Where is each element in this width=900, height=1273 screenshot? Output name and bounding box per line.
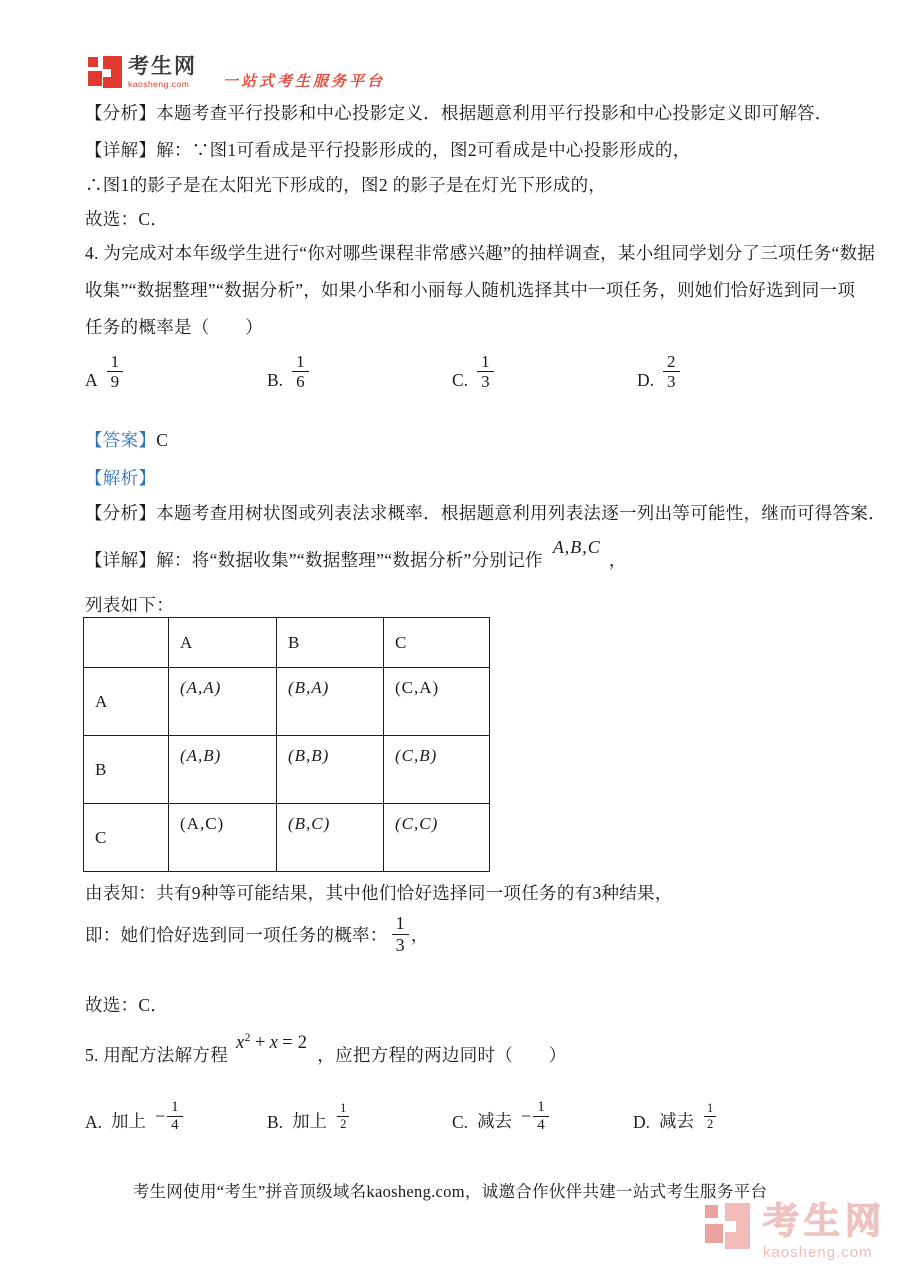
table-row-label: A xyxy=(84,668,169,736)
option-label: A xyxy=(85,370,98,390)
table-cell: (C,A) xyxy=(384,668,490,736)
kaosheng-logo-icon xyxy=(88,56,122,90)
fraction xyxy=(477,352,494,392)
watermark-logo-icon xyxy=(705,1203,751,1253)
solution3-detail-line-1: 【详解】解：∵图1可看成是平行投影形成的，图2可看成是中心投影形成的， xyxy=(85,140,691,160)
table-header-row xyxy=(84,618,490,668)
answer-tag: 【答案】 xyxy=(85,430,157,450)
question5-option-b xyxy=(267,1101,350,1134)
question4-stem-line-3: 任务的概率是（ ） xyxy=(85,317,263,337)
option-label: D. xyxy=(633,1112,651,1132)
table-cell: (B,A) xyxy=(277,668,384,736)
probability-table xyxy=(83,617,490,872)
fraction xyxy=(533,1099,549,1135)
probability-comma: ， xyxy=(410,924,429,945)
option-word: 加上 xyxy=(292,1111,328,1131)
option-label: B. xyxy=(267,370,284,390)
table-header-cell: A xyxy=(169,618,277,668)
fraction xyxy=(663,352,680,392)
jiexi-tag-line: 【解析】 xyxy=(85,468,157,488)
fraction xyxy=(167,1099,183,1135)
fraction-denominator: 2 xyxy=(340,1116,347,1131)
table-cell: (B,B) xyxy=(277,736,384,804)
equation-variable: x xyxy=(236,1033,245,1053)
question5-stem xyxy=(85,1029,567,1067)
table-row-label: B xyxy=(84,736,169,804)
fraction-numerator: 1 xyxy=(292,352,309,373)
fraction-numerator: 1 xyxy=(392,913,409,935)
footer-note: 考生网使用“考生”拼音顶级域名kaosheng.com，诚邀合作伙伴共建一站式考生服务平台 xyxy=(132,1182,768,1201)
question5-stem-suffix: ，应把方程的两边同时（ ） xyxy=(317,1045,567,1065)
table-cell: (C,C) xyxy=(384,804,490,872)
question5-options xyxy=(85,1088,845,1134)
table-cell: (B,C) xyxy=(277,804,384,872)
equation-variable: x xyxy=(269,1033,279,1053)
fraction-denominator: 3 xyxy=(667,372,676,392)
question4-option-a xyxy=(85,352,123,392)
signed-fraction xyxy=(155,1099,183,1135)
option-label: A. xyxy=(85,1112,103,1132)
option-label: C. xyxy=(452,370,469,390)
minus-sign: − xyxy=(155,1106,166,1127)
fraction-numerator: 2 xyxy=(663,352,680,373)
fraction-denominator: 6 xyxy=(296,372,305,392)
solution4-conclusion-line: 故选：C． xyxy=(85,995,169,1015)
option-label: C. xyxy=(452,1112,469,1132)
question5-option-c xyxy=(452,1099,549,1135)
watermark xyxy=(705,1200,887,1261)
option-label: D. xyxy=(637,370,655,390)
detail-text: 【详解】解：将“数据收集”“数据整理”“数据分析”分别记作 xyxy=(85,550,543,570)
fraction-numerator: 1 xyxy=(167,1099,183,1117)
fraction xyxy=(336,1101,350,1131)
fraction-numerator: 1 xyxy=(337,1101,349,1116)
fraction-denominator: 4 xyxy=(537,1116,545,1133)
question4-option-b xyxy=(267,352,309,392)
fraction-numerator: 1 xyxy=(477,352,494,373)
table-cell: (A,B) xyxy=(169,736,277,804)
brand-tagline: 一站式考生服务平台 xyxy=(223,73,386,90)
question5-option-d xyxy=(633,1101,717,1134)
abc-math: A,B,C xyxy=(552,537,601,557)
watermark-brand: 考生网 xyxy=(763,1200,887,1241)
solution3-detail-line-2: ∴图1的影子是在太阳光下形成的，图2 的影子是在灯光下形成的， xyxy=(85,175,607,195)
solution4-detail-line xyxy=(85,537,627,572)
table-row xyxy=(84,736,490,804)
probability-result-line xyxy=(85,912,429,956)
table-cell: (A,A) xyxy=(169,668,277,736)
equation-rhs: = 2 xyxy=(282,1033,308,1053)
question5-stem-prefix: 5. 用配方法解方程 xyxy=(85,1045,228,1065)
question4-stem-line-2: 收集”“数据整理”“数据分析”，如果小华和小丽每人随机选择其中一项任务，则她们恰好选到同一项 xyxy=(85,280,856,300)
fraction-denominator: 3 xyxy=(481,372,490,392)
fraction xyxy=(392,913,409,955)
solution3-conclusion-line: 故选：C． xyxy=(85,209,169,229)
brand-logo xyxy=(88,56,385,91)
question4-option-c xyxy=(452,352,494,392)
question4-stem-line-1: 4. 为完成对本年级学生进行“你对哪些课程非常感兴趣”的抽样调查，某小组同学划分了三项任务“数据 xyxy=(85,243,876,263)
fraction xyxy=(107,352,124,392)
fraction-numerator: 1 xyxy=(107,352,124,373)
answer-value: C xyxy=(156,430,169,450)
fraction xyxy=(703,1101,717,1131)
solution3-analysis-line: 【分析】本题考查平行投影和中心投影定义．根据题意利用平行投影和中心投影定义即可解答． xyxy=(85,103,833,123)
option-word: 减去 xyxy=(659,1111,695,1131)
table-row-label: C xyxy=(84,804,169,872)
table-header-cell: B xyxy=(277,618,384,668)
probability-text: 即：她们恰好选到同一项任务的概率： xyxy=(85,924,388,945)
fraction-denominator: 2 xyxy=(707,1116,714,1131)
table-row xyxy=(84,668,490,736)
fraction-numerator: 1 xyxy=(704,1101,716,1116)
table-cell: (C,B) xyxy=(384,736,490,804)
fraction xyxy=(292,352,309,392)
table-note-line: 由表知：共有9种等可能结果，其中他们恰好选择同一项任务的有3种结果， xyxy=(85,883,673,903)
question4-option-d xyxy=(637,352,680,392)
equation xyxy=(236,1030,311,1054)
detail-comma: ， xyxy=(608,550,627,570)
brand-name: 考生网 xyxy=(128,55,197,78)
answer-line xyxy=(85,427,168,452)
option-label: B. xyxy=(267,1112,284,1132)
table-row xyxy=(84,804,490,872)
equation-plus: + xyxy=(254,1033,266,1053)
signed-fraction xyxy=(521,1099,549,1135)
question4-options xyxy=(85,346,825,392)
table-intro-line: 列表如下： xyxy=(85,595,174,615)
table-cell: (A,C) xyxy=(169,804,277,872)
brand-domain: kaosheng.com xyxy=(128,79,190,89)
table-header-cell: C xyxy=(384,618,490,668)
fraction-denominator: 4 xyxy=(171,1116,179,1133)
solution4-analysis-line: 【分析】本题考查用树状图或列表法求概率．根据题意利用列表法逐一列出等可能性，继而可得答案． xyxy=(85,503,886,523)
option-word: 加上 xyxy=(111,1111,147,1131)
table-header-cell xyxy=(84,618,169,668)
fraction-denominator: 3 xyxy=(395,934,405,955)
question5-option-a xyxy=(85,1099,183,1135)
fraction-numerator: 1 xyxy=(533,1099,549,1117)
fraction-denominator: 9 xyxy=(110,372,120,392)
watermark-domain: kaosheng.com xyxy=(763,1244,873,1261)
minus-sign: − xyxy=(521,1106,532,1127)
equation-exponent: 2 xyxy=(244,1029,251,1044)
option-word: 减去 xyxy=(477,1111,513,1131)
